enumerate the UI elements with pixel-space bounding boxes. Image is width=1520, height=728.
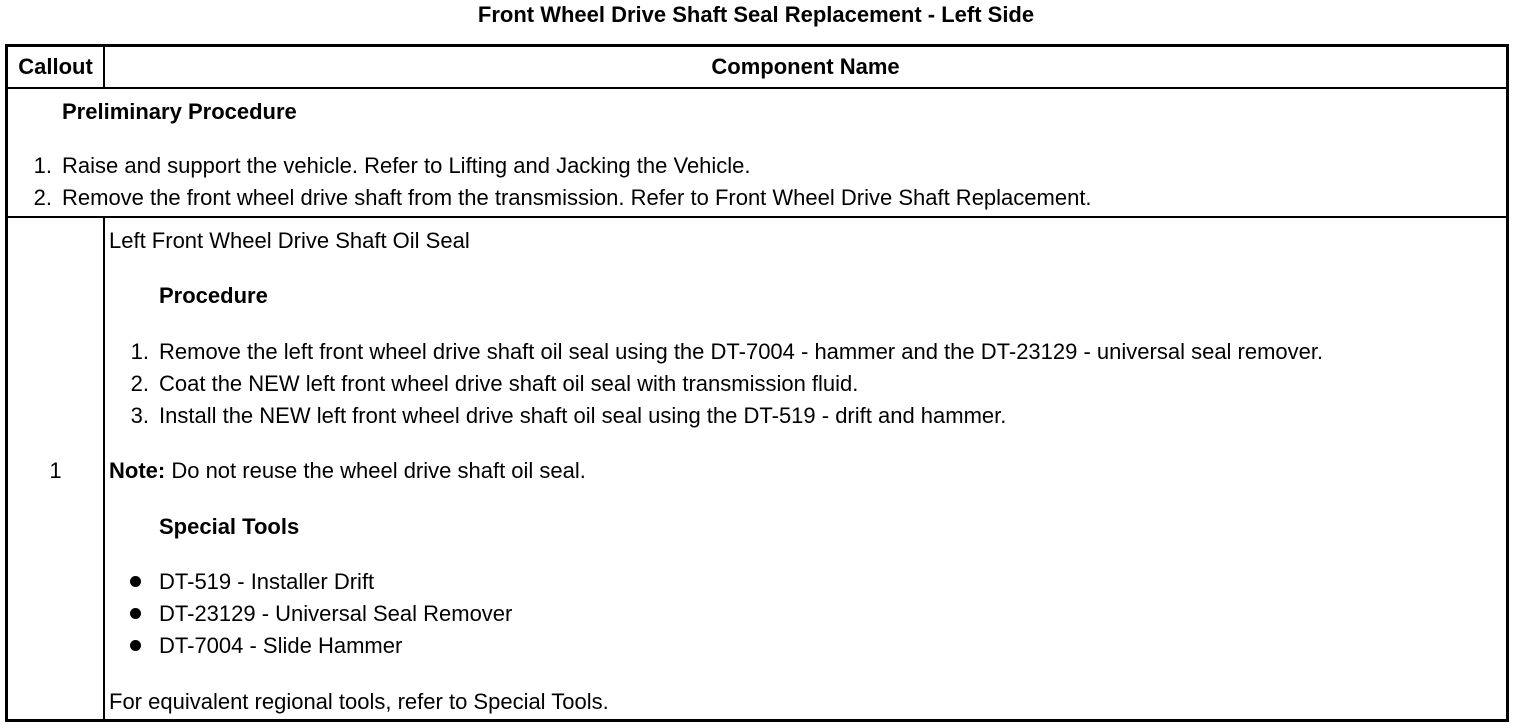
special-tool-item: DT-23129 - Universal Seal Remover — [159, 601, 513, 626]
procedure-step-number: 3. — [130, 403, 149, 428]
bullet-icon — [130, 640, 141, 651]
preliminary-step-number: 1. — [33, 153, 52, 178]
column-header-component-name: Component Name — [711, 54, 900, 79]
regional-tools-note: For equivalent regional tools, refer to Special Tools. — [109, 689, 609, 714]
procedure-step-text: Remove the left front wheel drive shaft oil seal using the DT-7004 - hammer and the DT-23129 - universal seal remover. — [159, 339, 1324, 364]
preliminary-procedure-heading: Preliminary Procedure — [62, 99, 297, 124]
preliminary-procedure-row — [8, 89, 1506, 218]
preliminary-step-text: Raise and support the vehicle. Refer to Lifting and Jacking the Vehicle. — [62, 153, 751, 178]
callout-number: 1 — [49, 458, 62, 483]
note — [109, 458, 586, 484]
column-divider — [103, 218, 105, 719]
procedure-step-number: 2. — [130, 371, 149, 396]
procedure-heading: Procedure — [159, 283, 268, 308]
procedure-table — [5, 44, 1509, 722]
preliminary-step-text: Remove the front wheel drive shaft from the transmission. Refer to Front Wheel Drive Shaft Replacement. — [62, 185, 1092, 210]
procedure-step-number: 1. — [130, 339, 149, 364]
special-tools-heading: Special Tools — [159, 514, 300, 539]
special-tool-item: DT-7004 - Slide Hammer — [159, 633, 403, 658]
special-tool-item: DT-519 - Installer Drift — [159, 569, 375, 594]
bullet-icon — [130, 576, 141, 587]
document-title: Front Wheel Drive Shaft Seal Replacement - Left Side — [477, 2, 1035, 27]
column-header-callout: Callout — [18, 54, 93, 79]
preliminary-step-number: 2. — [33, 185, 52, 210]
procedure-step-text: Coat the NEW left front wheel drive shaft oil seal with transmission fluid. — [159, 371, 859, 396]
component-name: Left Front Wheel Drive Shaft Oil Seal — [109, 228, 470, 253]
note-label: Note: — [109, 458, 166, 483]
note-text: Do not reuse the wheel drive shaft oil seal. — [165, 458, 586, 483]
bullet-icon — [130, 608, 141, 619]
procedure-step-text: Install the NEW left front wheel drive shaft oil seal using the DT-519 - drift and hammer. — [159, 403, 1007, 428]
table-header-row — [8, 47, 1506, 89]
